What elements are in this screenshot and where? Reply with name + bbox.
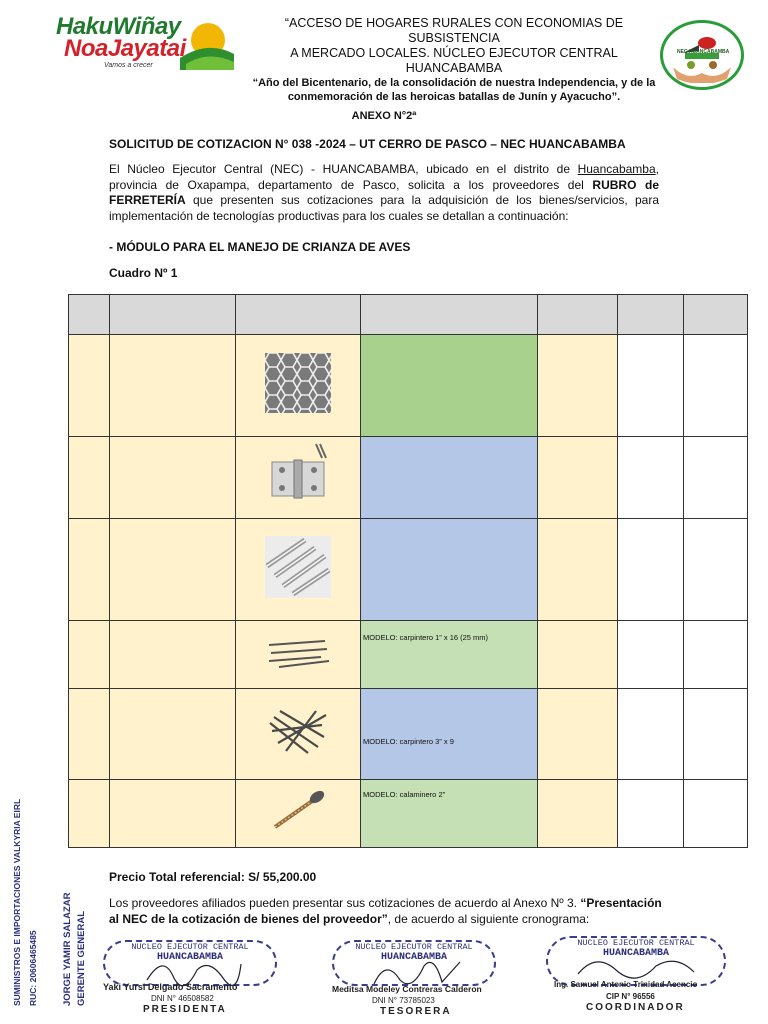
- providers-bold: “Presentación al NEC de la cotización de bienes del proveedor”: [109, 896, 662, 926]
- supplier-stamp-role: GERENTE GENERAL: [76, 910, 87, 1006]
- table-row: [69, 689, 748, 780]
- request-title: SOLICITUD DE COTIZACION N° 038 -2024 – UT CERRO DE PASCO – NEC HUANCABAMBA: [109, 137, 626, 151]
- header-year-line1: “Año del Bicentenario, de la consolidación de nuestra Independencia, y de la: [252, 77, 656, 89]
- intro-district: Huancabamba: [577, 162, 656, 176]
- stamp-place: HUANCABAMBA: [380, 952, 447, 963]
- item-image-cell: [236, 519, 361, 621]
- header-cell: [618, 295, 684, 335]
- sig2-dni: DNI N° 73785023: [372, 996, 435, 1005]
- item-number-cell: [69, 621, 110, 689]
- item-name-cell: [110, 780, 236, 848]
- item-unit-cell: [538, 437, 618, 519]
- nails-pile-icon: [268, 707, 328, 757]
- intro-part-2: , provincia de Oxapampa, departamento de Pasco, solicita a los proveedores del: [109, 162, 659, 192]
- item-price-cell: [684, 780, 748, 848]
- item-price-cell: [684, 437, 748, 519]
- item-name-cell: [110, 437, 236, 519]
- supplier-stamp-ruc: RUC: 20606465485: [28, 930, 38, 1006]
- stamp-org: NUCLEO EJECUTOR CENTRAL: [577, 938, 695, 948]
- corrugated-roof-sheet-icon: [265, 536, 331, 598]
- item-spec-cell: [361, 437, 538, 519]
- table-caption: Cuadro Nº 1: [109, 266, 178, 280]
- intro-part-1: El Núcleo Ejecutor Central (NEC) - HUANCABAMBA, ubicado en el distrito de: [109, 162, 578, 176]
- header-cell: [361, 295, 538, 335]
- sig3-cip: CIP N° 96556: [606, 992, 655, 1001]
- item-model-text: MODELO: carpintero 1” x 16 (25 mm): [363, 633, 489, 642]
- item-name-cell: [110, 335, 236, 437]
- item-qty-cell: [618, 519, 684, 621]
- item-price-cell: [684, 335, 748, 437]
- sig1-name: Yaki Yursi Delgado Sacramento: [103, 982, 238, 992]
- header-cell: [236, 295, 361, 335]
- item-number-cell: [69, 519, 110, 621]
- item-qty-cell: [618, 437, 684, 519]
- intro-rubro: RUBRO de FERRETERÍA: [109, 177, 659, 207]
- header-cell: [69, 295, 110, 335]
- supplier-stamp-manager: JORGE YAMIR SALAZAR: [62, 892, 73, 1006]
- item-qty-cell: [618, 335, 684, 437]
- nec-huancabamba-logo: [660, 20, 744, 90]
- item-unit-cell: [538, 780, 618, 848]
- header-title-line1: “ACCESO DE HOGARES RURALES CON ECONOMIAS DE SUBSISTENCIA: [284, 16, 624, 45]
- intro-paragraph: [109, 162, 659, 224]
- item-qty-cell: [618, 780, 684, 848]
- total-price: Precio Total referencial: S/ 55,200.00: [109, 870, 317, 884]
- table-row: [69, 437, 748, 519]
- item-image-cell: [236, 780, 361, 848]
- stamp-org: NUCLEO EJECUTOR CENTRAL: [131, 942, 249, 952]
- item-spec-cell: [361, 335, 538, 437]
- item-unit-cell: [538, 335, 618, 437]
- supplier-stamp-company: SUMINISTROS E IMPORTACIONES VALKYRIA EIRL: [12, 798, 22, 1006]
- item-price-cell: [684, 689, 748, 780]
- header-title-block: [244, 16, 664, 104]
- sig1-role: PRESIDENTA: [143, 1004, 227, 1015]
- item-number-cell: [69, 689, 110, 780]
- item-number-cell: [69, 780, 110, 848]
- item-qty-cell: [618, 621, 684, 689]
- sig3-role: COORDINADOR: [586, 1002, 685, 1013]
- item-qty-cell: [618, 689, 684, 780]
- intro-part-3: que presenten sus cotizaciones para la adquisición de los bienes/servicios, para implementación de tecnologías productivas para los cuales se detallan a continuación:: [109, 193, 659, 223]
- table-row: [69, 621, 748, 689]
- small-nails-icon: [265, 635, 331, 669]
- table-row: [69, 335, 748, 437]
- item-model-text: MODELO: carpintero 3” x 9: [363, 737, 454, 746]
- header-title-line2: A MERCADO LOCALES. NÚCLEO EJECUTOR CENTRAL HUANCABAMBA: [290, 46, 618, 75]
- door-hinge-icon: [266, 440, 330, 510]
- sig2-role: TESORERA: [380, 1006, 452, 1017]
- sig3-name: Ing. Samuel Antonio Trinidad Acencio: [554, 980, 698, 989]
- items-table: [68, 294, 747, 849]
- annex-title: ANEXO N°2ª: [351, 110, 417, 122]
- item-spec-cell: [361, 780, 538, 848]
- logo-text-line1: HakuWiñay: [56, 13, 181, 40]
- item-number-cell: [69, 335, 110, 437]
- item-price-cell: [684, 621, 748, 689]
- header-year-line2: conmemoración de las heroicas batallas de Junín y Ayacucho”.: [287, 91, 621, 103]
- item-name-cell: [110, 621, 236, 689]
- hakuwinay-logo: [56, 13, 236, 76]
- table-header-row: [69, 295, 748, 335]
- item-spec-cell: [361, 621, 538, 689]
- item-image-cell: [236, 437, 361, 519]
- item-model-text: MODELO: calaminero 2”: [363, 790, 446, 799]
- item-unit-cell: [538, 689, 618, 780]
- item-unit-cell: [538, 621, 618, 689]
- item-spec-cell: [361, 519, 538, 621]
- item-name-cell: [110, 519, 236, 621]
- header-cell: [684, 295, 748, 335]
- signature-presidenta: [103, 940, 278, 1022]
- roofing-screw-icon: [267, 789, 329, 833]
- item-image-cell: [236, 335, 361, 437]
- stamp-org: NUCLEO EJECUTOR CENTRAL: [355, 942, 473, 952]
- nec-logo-label: NEC HUANCABAMBA: [677, 49, 730, 55]
- sig2-name: Meditsa Modeley Contreras Calderon: [332, 984, 482, 994]
- providers-text-1: Los proveedores afiliados pueden presentar sus cotizaciones de acuerdo al Anexo Nº 3.: [109, 896, 581, 910]
- signature-tesorera: [332, 940, 502, 1022]
- sig1-dni: DNI N° 46508582: [151, 994, 214, 1003]
- providers-text-2: , de acuerdo al siguiente cronograma:: [387, 912, 590, 926]
- header-cell: [110, 295, 236, 335]
- stamp-place: HUANCABAMBA: [156, 952, 223, 963]
- logo-tagline: Vamos a crecer: [104, 62, 153, 69]
- item-number-cell: [69, 437, 110, 519]
- module-heading: - MÓDULO PARA EL MANEJO DE CRIANZA DE AVES: [109, 240, 411, 254]
- item-unit-cell: [538, 519, 618, 621]
- bird-hands-emblem-icon: [669, 29, 735, 83]
- supplier-vertical-stamps: [10, 798, 100, 1020]
- item-name-cell: [110, 689, 236, 780]
- hexagonal-wire-mesh-icon: [265, 353, 331, 413]
- table-row: [69, 780, 748, 848]
- providers-paragraph: [109, 895, 664, 927]
- stamp-place: HUANCABAMBA: [602, 948, 669, 959]
- logo-text-line2: NoaJayatai: [64, 35, 186, 62]
- item-price-cell: [684, 519, 748, 621]
- header-cell: [538, 295, 618, 335]
- sunrise-icon: [178, 18, 236, 70]
- table-row: [69, 519, 748, 621]
- item-spec-cell: [361, 689, 538, 780]
- item-image-cell: [236, 621, 361, 689]
- signature-coordinador: [546, 936, 736, 1018]
- item-image-cell: [236, 689, 361, 780]
